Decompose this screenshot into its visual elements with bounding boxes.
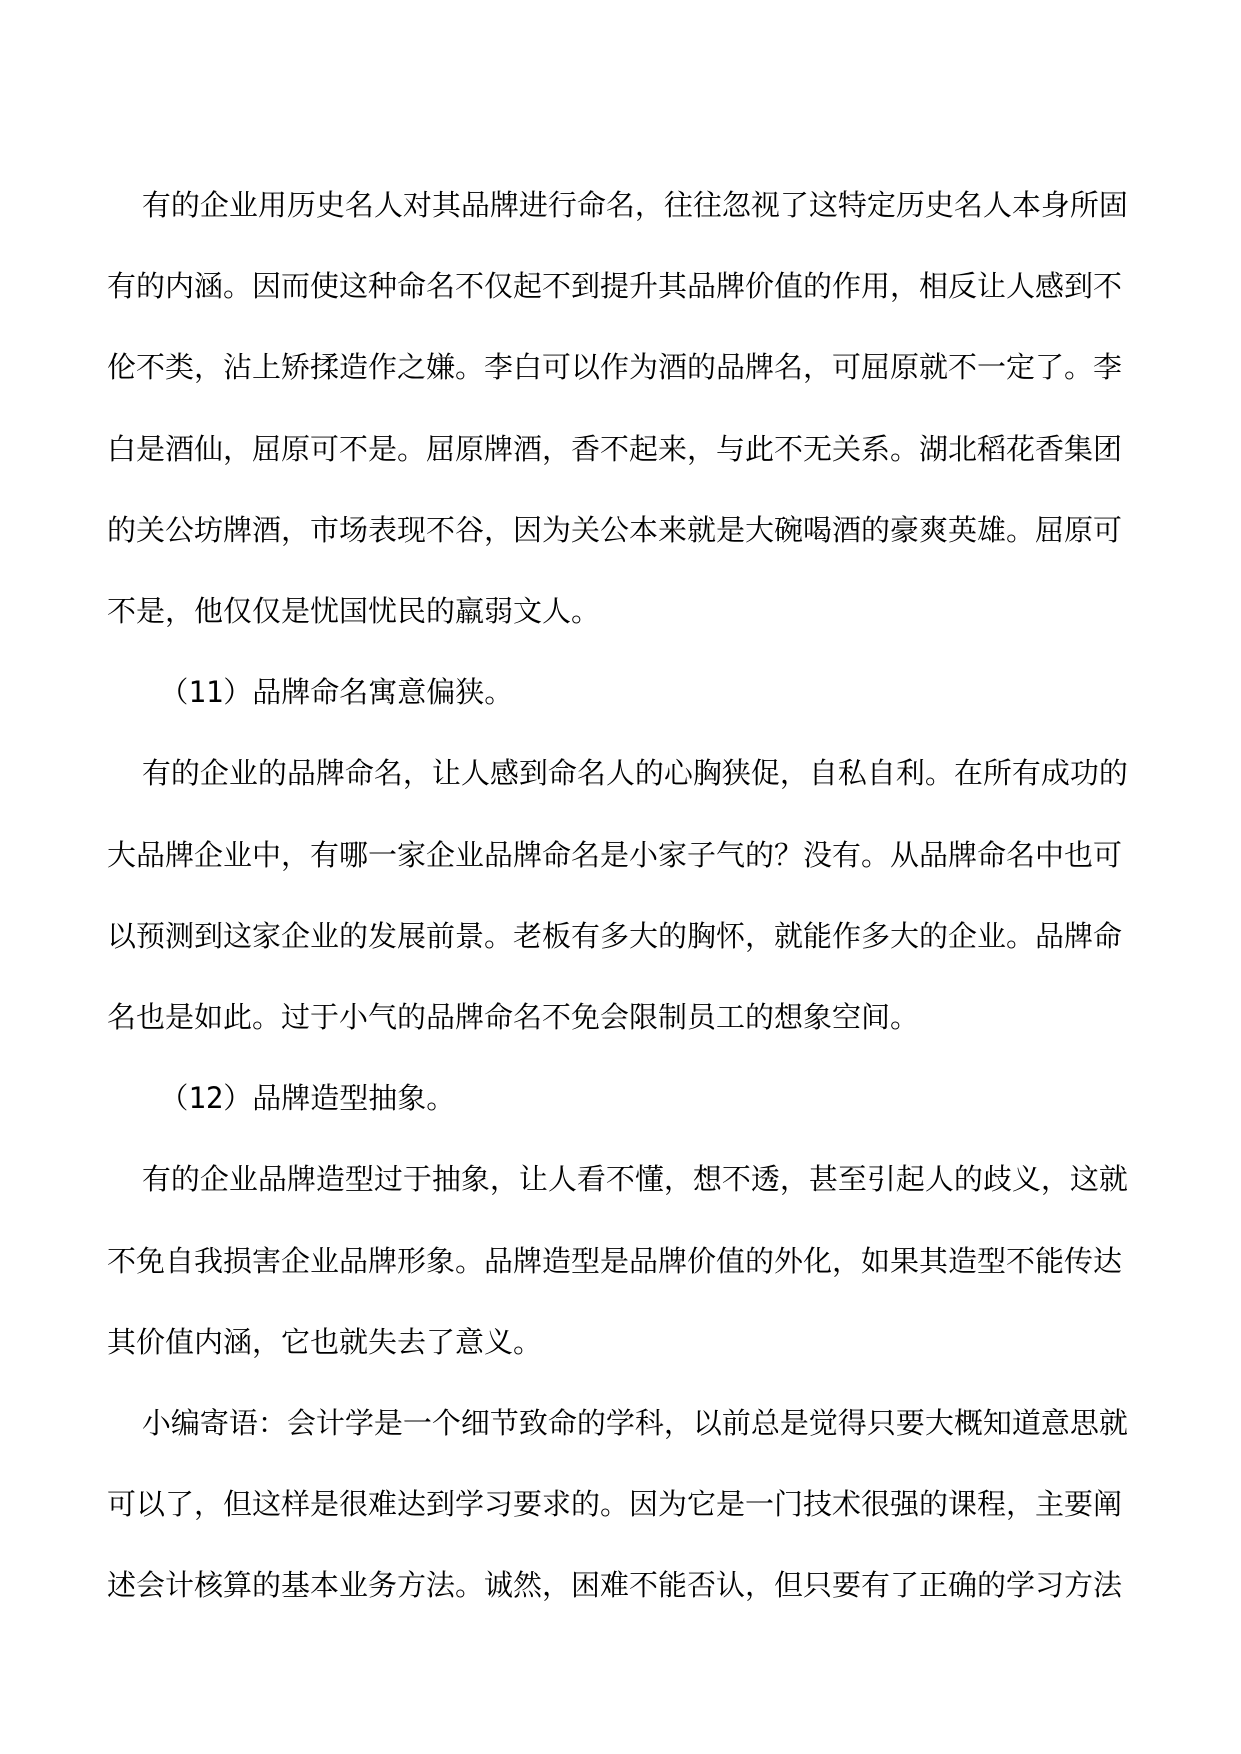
section-heading-12: （12）品牌造型抽象。 [159,1081,456,1116]
document-body [107,165,1137,1627]
paragraph-abstract-design: 有的企业品牌造型过于抽象，让人看不懂，想不透，甚至引起人的歧义，这就不免自我损害企业品牌形象。品牌造型是品牌价值的外化，如果其造型不能传达其价值内涵，它也就失去了意义。 [107,1162,1128,1359]
paragraph-editor-note: 小编寄语：会计学是一个细节致命的学科，以前总是觉得只要大概知道意思就可以了，但这样是很难达到学习要求的。因为它是一门技术很强的课程，主要阐述会计核算的基本业务方法。诚然，困难不能否认，但只要有了正确的学习方法 [107,1406,1128,1603]
paragraph-historical-names: 有的企业用历史名人对其品牌进行命名，往往忽视了这特定历史名人本身所固有的内涵。因而使这种命名不仅起不到提升其品牌价值的作用，相反让人感到不伦不类，沾上矫揉造作之嫌。李白可以作为酒的品牌名，可屈原就不一定了。李白是酒仙，屈原可不是。屈原牌酒，香不起来，与此不无关系。湖北稻花香集团的关公坊牌酒，市场表现不谷，因为关公本来就是大碗喝酒的豪爽英雄。屈原可不是，他仅仅是忧国忧民的羸弱文人。 [107,188,1128,629]
paragraph-narrow-meaning: 有的企业的品牌命名，让人感到命名人的心胸狭促，自私自利。在所有成功的大品牌企业中，有哪一家企业品牌命名是小家子气的？没有。从品牌命名中也可以预测到这家企业的发展前景。老板有多大的胸怀，就能作多大的企业。品牌命名也是如此。过于小气的品牌命名不免会限制员工的想象空间。 [107,756,1128,1035]
section-heading-11: （11）品牌命名寓意偏狭。 [159,675,514,710]
